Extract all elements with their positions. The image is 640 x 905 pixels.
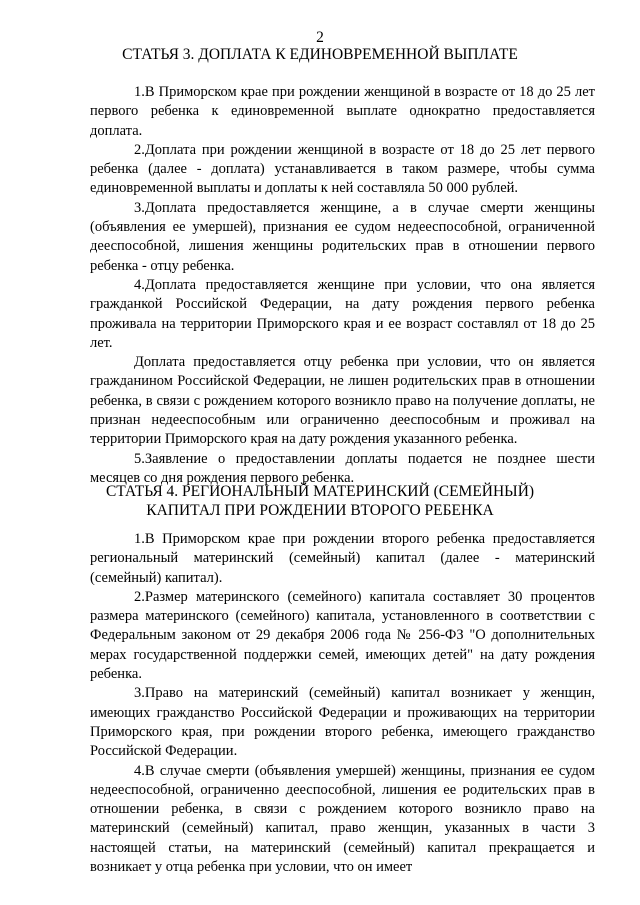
article-4-paragraph-3: 3.Право на материнский (семейный) капитал возникает у женщин, имеющих гражданство Российской Федерации и проживающих на территории Приморского края, при рождении второго ребенка, имеющего гражданство Российской Федерации. [90,685,595,760]
article-4-title-line-2: КАПИТАЛ ПРИ РОЖДЕНИИ ВТОРОГО РЕБЕНКА [146,502,494,519]
article-3-paragraph-4: 4.Доплата предоставляется женщине при условии, что она является гражданкой Российской Федерации, на дату рождения первого ребенка проживала на территории Приморского края и ее возраст составлял от 18 до 25 лет. [90,276,595,351]
article-3-paragraph-2: 2.Доплата при рождении женщиной в возрасте от 18 до 25 лет первого ребенка (далее - доплата) устанавливается в таком размере, чтобы сумма единовременной выплаты и доплаты к ней составляла 50 000 рублей. [90,141,595,197]
article-3-body [90,83,595,488]
article-3-paragraph-6: 5.Заявление о предоставлении доплаты подается не позднее шести месяцев со дня рождения первого ребенка. [90,450,595,486]
article-3-paragraph-1: 1.В Приморском крае при рождении женщиной в возрасте от 18 до 25 лет первого ребенка к единовременной выплате однократно предоставляется доплата. [90,84,595,139]
article-3-paragraph-5: Доплата предоставляется отцу ребенка при условии, что он является гражданином Российской Федерации, не лишен родительских прав в отношении ребенка, в связи с рождением которого возникло право на получение доплаты, не признан недееспособным или ограниченно дееспособным и проживал на территории Приморского края на дату рождения указанного ребенка. [90,354,595,448]
article-4-title-line-1: СТАТЬЯ 4. РЕГИОНАЛЬНЫЙ МАТЕРИНСКИЙ (СЕМЕЙНЫЙ) [105,483,535,500]
article-4-paragraph-4: 4.В случае смерти (объявления умершей) женщины, признания ее судом недееспособной, ограниченно дееспособной, лишения ее родительских прав в отношении ребенка, в связи с рождением которого возникло право на материнский (семейный) капитал, право женщин, указанных в части 3 настоящей статьи, на материнский (семейный) капитал прекращается и возникает у отца ребенка при условии, что он имеет [90,762,595,876]
article-3-title: СТАТЬЯ 3. ДОПЛАТА К ЕДИНОВРЕМЕННОЙ ВЫПЛАТЕ [122,46,518,63]
article-4-paragraph-1: 1.В Приморском крае при рождении второго ребенка предоставляется региональный материнский (семейный) капитал (далее - материнский (семейный) капитал). [90,531,595,586]
article-4-body [90,530,595,877]
article-4-paragraph-2: 2.Размер материнского (семейного) капитала составляет 30 процентов размера материнского (семейного) капитала, установленного в соответствии с Федеральным законом от 29 декабря 2006 года № 256-ФЗ "О дополнительных мерах государственной поддержки семей, имеющих детей" на дату рождения ребенка. [90,588,595,683]
article-3-paragraph-3: 3.Доплата предоставляется женщине, а в случае смерти женщины (объявления ее умершей), признания ее судом недееспособной, ограниченной дееспособной, лишения женщины родительских прав в отношении первого ребенка - отцу ребенка. [90,199,595,274]
page-number: 2 [316,29,324,46]
